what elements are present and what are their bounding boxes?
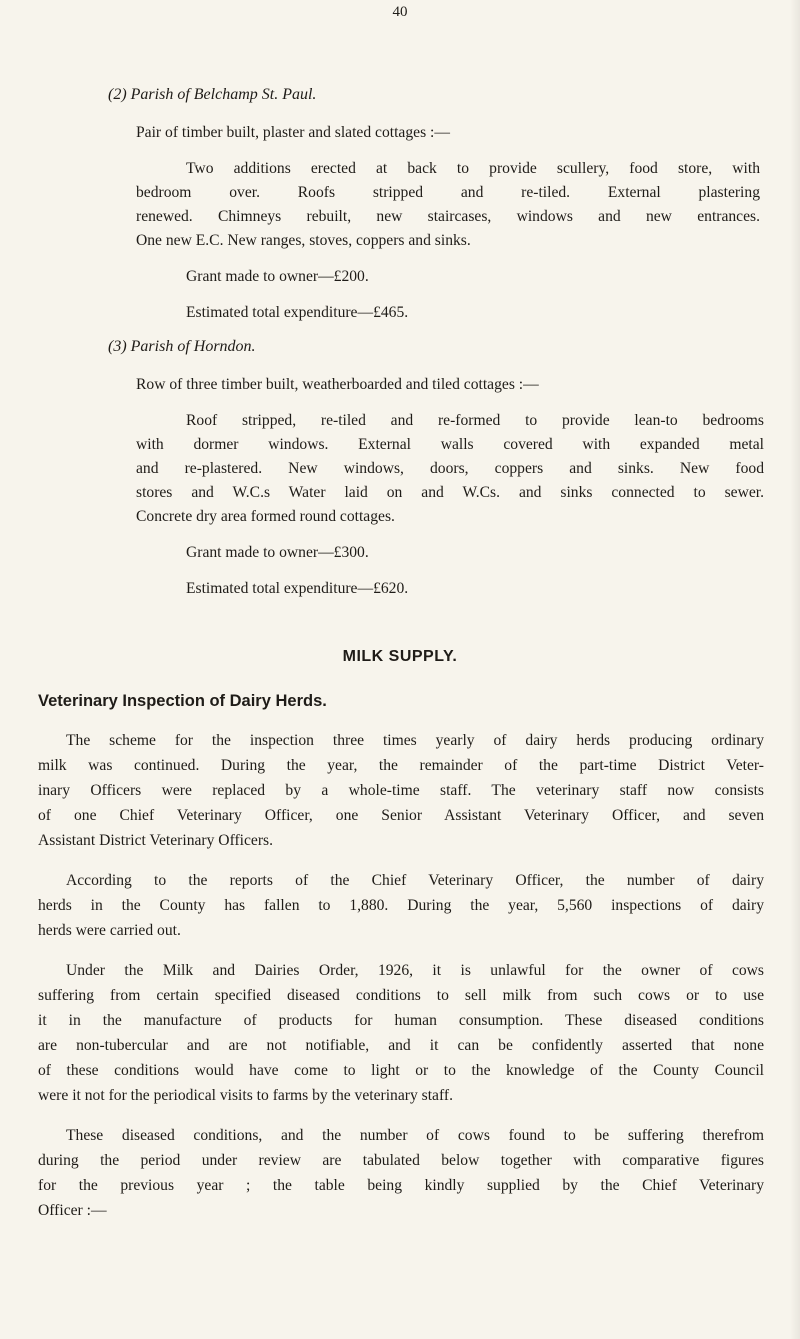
section-3-body-line: and re-plastered. New windows, doors, coppers and sinks. New food: [136, 460, 764, 477]
section-3-heading: (3) Parish of Horndon.: [108, 338, 256, 355]
paragraph-3-line: of these conditions would have come to light or to the knowledge of the County Council: [38, 1062, 764, 1079]
section-3-body-line: stores and W.C.s Water laid on and W.Cs. and sinks connected to sewer.: [136, 484, 764, 501]
paragraph-1-line: of one Chief Veterinary Officer, one Senior Assistant Veterinary Officer, and seven: [38, 807, 764, 824]
section-3-estimate: Estimated total expenditure—£620.: [186, 580, 409, 597]
section-2-body-line: renewed. Chimneys rebuilt, new staircases, windows and new entrances.: [136, 208, 760, 225]
section-2-body-line: One new E.C. New ranges, stoves, coppers and sinks.: [136, 232, 471, 249]
paragraph-1-line: milk was continued. During the year, the remainder of the part-time District Veter-: [38, 757, 764, 774]
section-3-body-line: Roof stripped, re-tiled and re-formed to provide lean-to bedrooms: [186, 412, 764, 429]
paragraph-3-line: suffering from certain specified diseased conditions to sell milk from such cows or to use: [38, 987, 764, 1004]
section-2-heading: (2) Parish of Belchamp St. Paul.: [108, 86, 317, 103]
paragraph-2-line: According to the reports of the Chief Veterinary Officer, the number of dairy: [66, 872, 764, 889]
section-2-body-line: Two additions erected at back to provide scullery, food store, with: [186, 160, 760, 177]
section-2-estimate: Estimated total expenditure—£465.: [186, 304, 409, 321]
paragraph-2-line: herds were carried out.: [38, 922, 181, 939]
section-2-body-line: bedroom over. Roofs stripped and re-tiled. External plastering: [136, 184, 760, 201]
paragraph-4-line: for the previous year ; the table being kindly supplied by the Chief Veterinary: [38, 1177, 764, 1194]
section-3-body-line: Concrete dry area formed round cottages.: [136, 508, 395, 525]
paragraph-3-line: Under the Milk and Dairies Order, 1926, it is unlawful for the owner of cows: [66, 962, 764, 979]
paragraph-3-line: were it not for the periodical visits to farms by the veterinary staff.: [38, 1087, 453, 1104]
paragraph-1-line: The scheme for the inspection three times yearly of dairy herds producing ordinary: [66, 732, 764, 749]
section-2-intro: Pair of timber built, plaster and slated cottages :—: [136, 124, 450, 141]
paragraph-4-line: These diseased conditions, and the number of cows found to be suffering therefrom: [66, 1127, 764, 1144]
paragraph-2-line: herds in the County has fallen to 1,880. During the year, 5,560 inspections of dairy: [38, 897, 764, 914]
paragraph-1-line: Assistant District Veterinary Officers.: [38, 832, 274, 849]
page-edge-shadow: [790, 0, 800, 1339]
paragraph-3-line: it in the manufacture of products for human consumption. These diseased conditions: [38, 1012, 764, 1029]
paragraph-1-line: inary Officers were replaced by a whole-time staff. The veterinary staff now consists: [38, 782, 764, 799]
section-3-intro: Row of three timber built, weatherboarded and tiled cottages :—: [136, 376, 539, 393]
section-3-grant: Grant made to owner—£300.: [186, 544, 369, 561]
page-number: 40: [392, 4, 408, 20]
paragraph-4-line: during the period under review are tabulated below together with comparative figures: [38, 1152, 764, 1169]
veterinary-inspection-subheading: Veterinary Inspection of Dairy Herds.: [38, 692, 327, 710]
paragraph-4-line: Officer :—: [38, 1202, 107, 1219]
milk-supply-heading: MILK SUPPLY.: [342, 648, 458, 665]
section-2-grant: Grant made to owner—£200.: [186, 268, 369, 285]
paragraph-3-line: are non-tubercular and are not notifiable, and it can be confidently asserted that none: [38, 1037, 764, 1054]
section-3-body-line: with dormer windows. External walls covered with expanded metal: [136, 436, 764, 453]
